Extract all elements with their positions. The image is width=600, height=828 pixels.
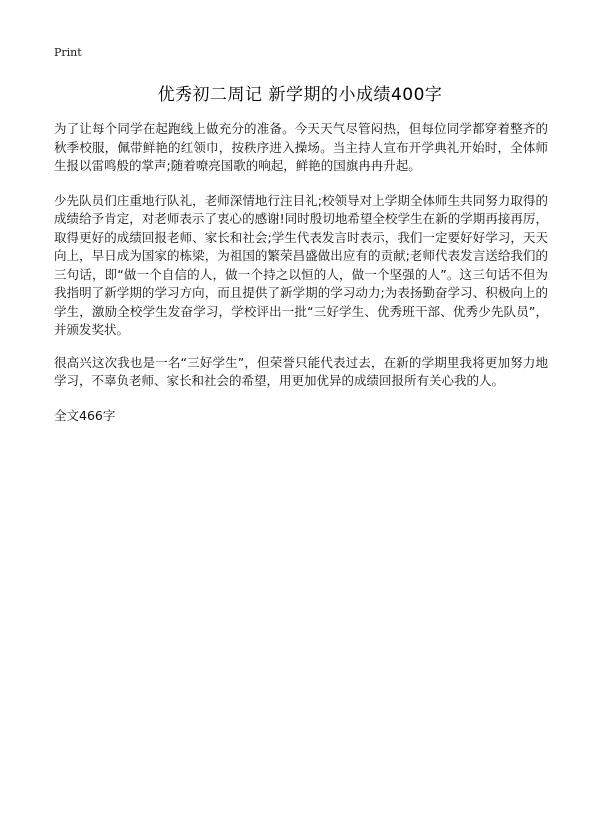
paragraph-2: 少先队员们庄重地行队礼，老师深情地行注目礼;校领导对上学期全体师生共同努力取得的成绩给予肯定，对老师表示了衷心的感谢!同时殷切地希望全校学生在新的学期再接再厉，取得更好的成绩回报老师、家长和社会;学生代表发言时表示，我们一定要好好学习，天天向上，早日成为国家的栋梁，为祖国的繁荣昌盛做出应有的贡献;老师代表发言送给我们的三句话，即“做一个自信的人，做一个持之以恒的人，做一个坚强的人”。这三句话不但为我指明了新学期的学习方向，而且提供了新学期的学习动力;为表扬勤奋学习、积极向上的学生，激励全校学生发奋学习，学校评出一批“三好学生、优秀班干部、优秀少先队员”，并颁发奖状。	[54, 192, 548, 337]
article-title: 优秀初二周记 新学期的小成绩400字	[157, 85, 443, 105]
word-count: 全文466字	[54, 407, 116, 423]
article-body	[54, 120, 548, 425]
paragraph-3: 很高兴这次我也是一名“三好学生”，但荣誉只能代表过去，在新的学期里我将更加努力地学习，不辜负老师、家长和社会的希望，用更加优异的成绩回报所有关心我的人。	[54, 354, 548, 388]
print-link[interactable]: Print	[54, 46, 82, 59]
paragraph-1: 为了让每个同学在起跑线上做充分的准备。今天天气尽管闷热，但每位同学都穿着整齐的秋季校服，佩带鲜艳的红领巾，按秩序进入操场。当主持人宣布开学典礼开始时，全体师生报以雷鸣般的掌声;随着嘹亮国歌的响起，鲜艳的国旗冉冉升起。	[54, 121, 548, 173]
